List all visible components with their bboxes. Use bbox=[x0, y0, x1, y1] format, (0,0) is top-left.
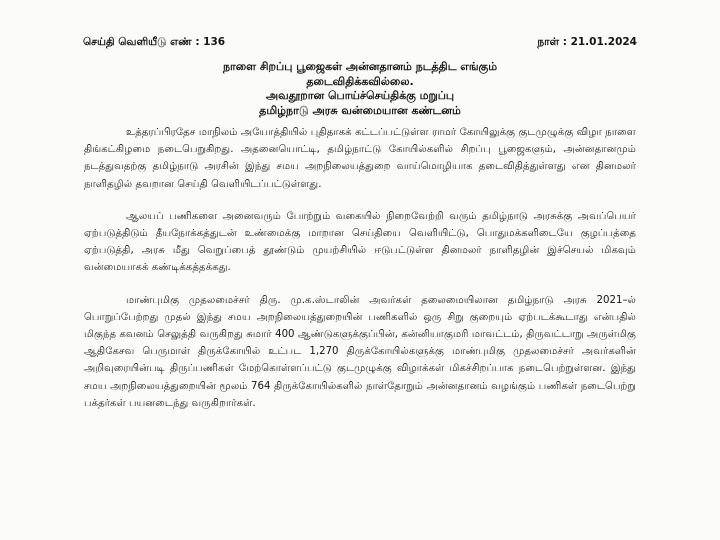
paragraph: மாண்புமிகு முதலமைச்சர் திரு. மு.க.ஸ்டாலின் அவர்கள் தலைமையிலான தமிழ்நாடு அரசு 2021–ல் பொறுப்பேற்றது முதல் இந்து சமய அறநிலையத்துறையின் பணிகளில் ஒரு சிறு குறையும் ஏற்படக்கூடாது என்பதில் மிகுந்த கவனம் செலுத்தி வருகிறது சுமார் 400 ஆண்டுகளுக்குப்பின், கன்னியாகுமரி மாவட்டம், திருவட்டாறு அருள்மிகு ஆதிகேசவ பெருமாள் திருக்கோயில் உட்பட 1,270 திருக்கோயில்களுக்கு மாண்புமிகு முதலமைச்சர் அவர்களின் அறிவுரையின்படி திருப்பணிகள் மேற்கொள்ளப்பட்டு குடமுழுக்கு விழாக்கள் மிகச்சிறப்பாக நடைபெற்றுள்ளன. இந்து சமய அறநிலையத்துறையின் மூலம் 764 திருக்கோயில்களில் நாள்தோறும் அன்னதானம் வழங்கும் பணிகள் நடைபெற்று பக்தர்கள் பயனடைந்து வருகிறார்கள். bbox=[84, 294, 636, 409]
release-body bbox=[84, 124, 636, 427]
headline bbox=[80, 60, 640, 118]
paragraph: ஆலயப் பணிகளை அனைவரும் போற்றும் வகையில் நிறைவேற்றி வரும் தமிழ்நாடு அரசுக்கு அவப்பெயர் ஏற்படுத்திடும் தீயநோக்கத்துடன் உண்மைக்கு மாறான செய்தியை வெளியிட்டு, பொதுமக்களிடையே குழப்பத்தை ஏற்படுத்தி, அரசு மீது வெறுப்பைத் தூண்டும் முயற்சியில் ஈடுபட்டுள்ள தினமலர் நாளிதழின் இச்செயல் மிகவும் வன்மையாகக் கண்டிக்கத்தக்கது. bbox=[84, 210, 636, 274]
release-number: செய்தி வெளியீடு எண் : 136 bbox=[83, 36, 226, 48]
headline-line: நாளை சிறப்பு பூஜைகள் அன்னதானம் நடத்திட எங்கும் bbox=[222, 60, 498, 73]
paragraph: உத்தரப்பிரதேச மாநிலம் அயோத்தியில் புதிதாகக் கட்டப்பட்டுள்ள ராமர் கோயிலுக்கு குடமுழுக்கு விழா நாளை திங்கட்கிழமை நடைபெறுகிறது. அதனையொட்டி, தமிழ்நாட்டு கோயில்களில் சிறப்பு பூஜைகளும், அன்னதானமும் நடத்துவதற்கு தமிழ்நாடு அரசின் இந்து சமய அறநிலையத்துறை வாய்மொழியாக தடைவிதித்துள்ளது என தினமலர் நாளிதழில் தவறான செய்தி வெளியிடப்பட்டுள்ளது. bbox=[84, 127, 636, 190]
headline-line: தடைவிதிக்கவில்லை. bbox=[306, 74, 414, 88]
release-meta bbox=[83, 36, 637, 49]
headline-line: தமிழ்நாடு அரசு வன்மையான கண்டனம் bbox=[259, 103, 461, 117]
headline-line: அவதூறான பொய்ச்செய்திக்கு மறுப்பு bbox=[265, 89, 455, 102]
release-date: நாள் : 21.01.2024 bbox=[537, 36, 637, 48]
